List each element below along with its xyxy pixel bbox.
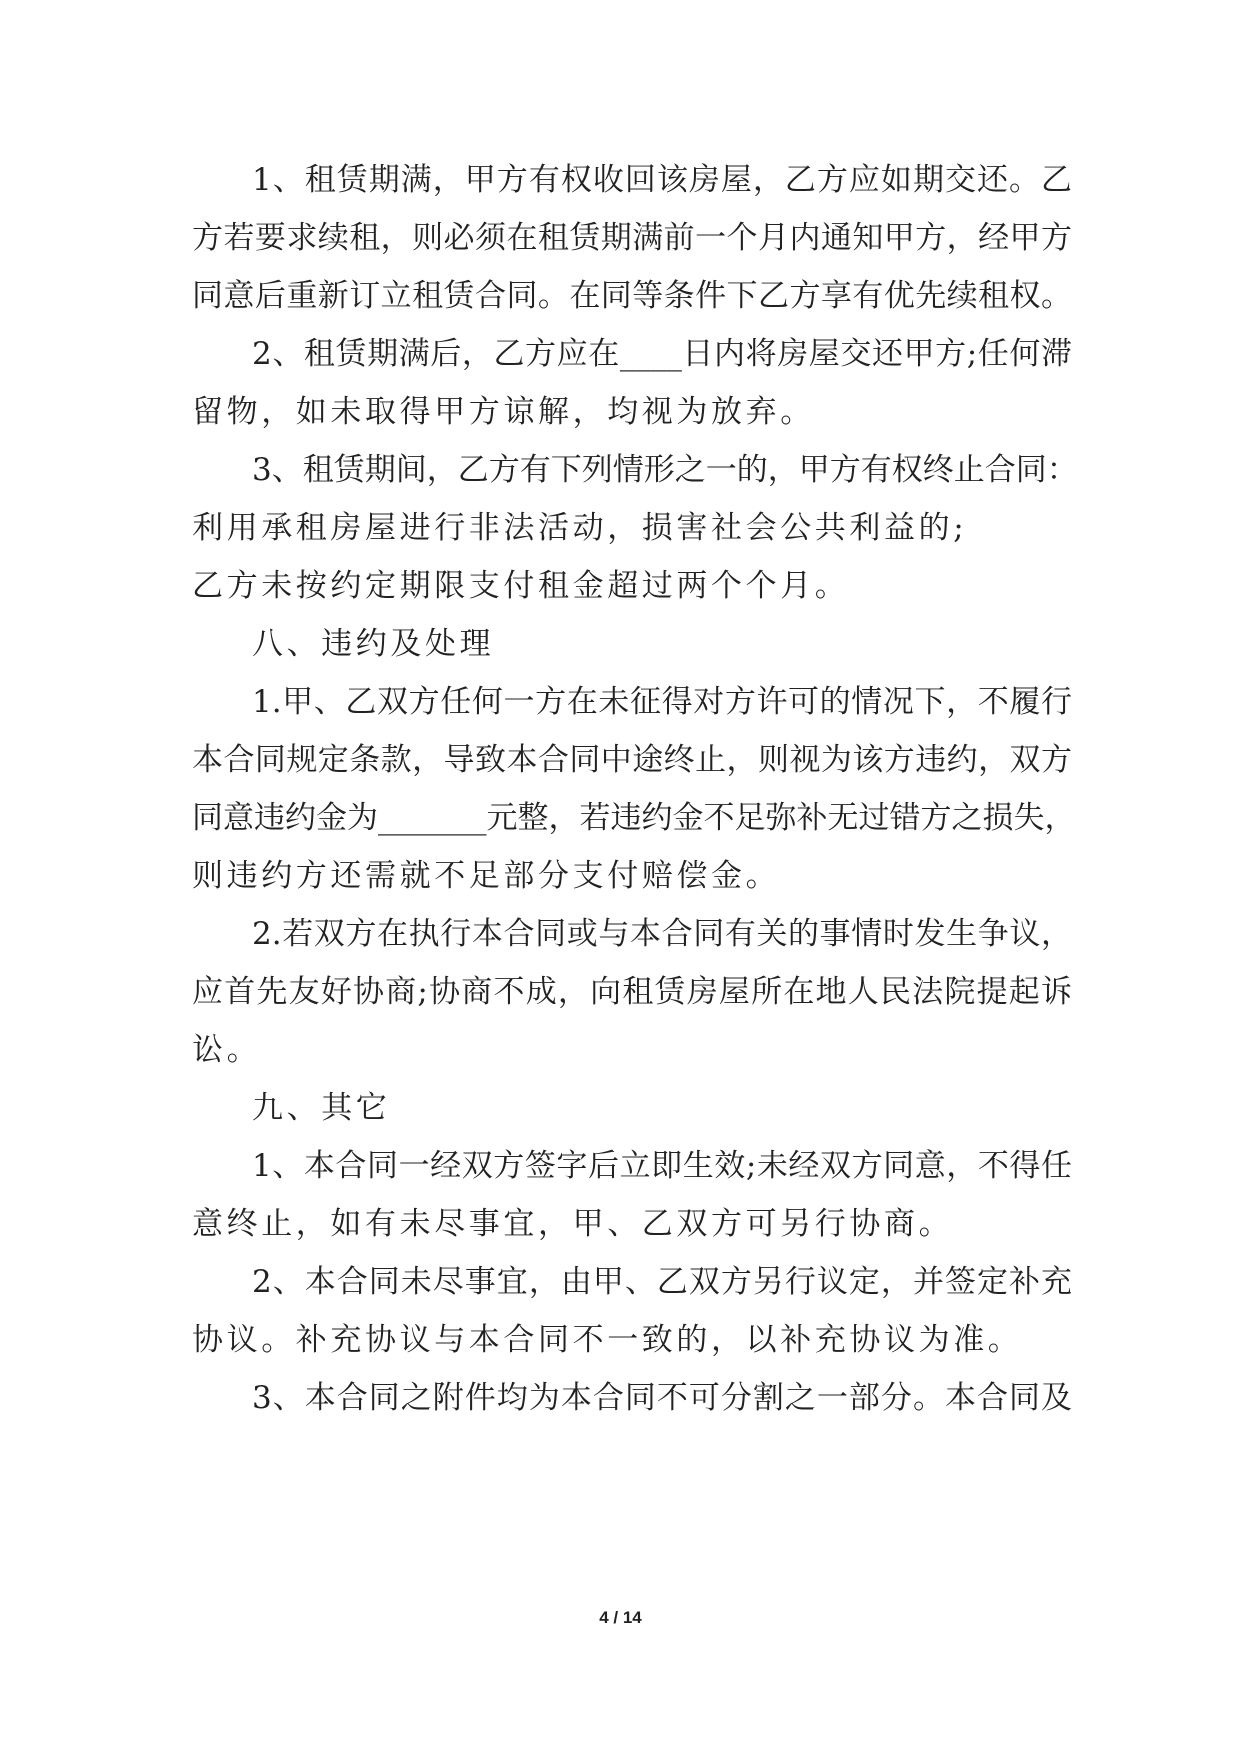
paragraph-line: 乙方未按约定期限支付租金超过两个个月。 xyxy=(192,568,850,604)
paragraph-line: 意终止，如有未尽事宜，甲、乙双方可另行协商。 xyxy=(192,1206,954,1242)
paragraph-line: 2.若双方在执行本合同或与本合同有关的事情时发生争议， xyxy=(252,916,1072,952)
paragraph-line: 利用承租房屋进行非法活动，损害社会公共利益的; xyxy=(192,510,968,546)
paragraph-line: 本合同规定条款，导致本合同中途终止，则视为该方违约，双方 xyxy=(192,742,1072,778)
paragraph-line: 2、本合同未尽事宜，由甲、乙双方另行议定，并签定补充 xyxy=(252,1264,1072,1300)
paragraph-line: 则违约方还需就不足部分支付赔偿金。 xyxy=(192,858,781,894)
paragraph-line: 1、本合同一经双方签字后立即生效;未经双方同意，不得任 xyxy=(252,1148,1072,1184)
paragraph-line: 1、租赁期满，甲方有权收回该房屋，乙方应如期交还。乙 xyxy=(252,162,1072,198)
paragraph-line: 2、租赁期满后，乙方应在____日内将房屋交还甲方;任何滞 xyxy=(252,336,1072,372)
paragraph-line: 留物，如未取得甲方谅解，均视为放弃。 xyxy=(192,394,815,430)
paragraph-line: 3、租赁期间，乙方有下列情形之一的，甲方有权终止合同： xyxy=(252,452,1078,488)
page-number: 4 / 14 xyxy=(599,1608,642,1627)
paragraph-line: 同意后重新订立租赁合同。在同等条件下乙方享有优先续租权。 xyxy=(192,278,1072,314)
section-heading: 九、其它 xyxy=(252,1090,391,1126)
paragraph-line: 同意违约金为_______元整，若违约金不足弥补无过错方之损失， xyxy=(192,800,1076,836)
paragraph-line: 应首先友好协商;协商不成，向租赁房屋所在地人民法院提起诉 xyxy=(192,974,1072,1010)
paragraph-line: 3、本合同之附件均为本合同不可分割之一部分。本合同及 xyxy=(252,1380,1072,1416)
paragraph-line: 1.甲、乙双方任何一方在未征得对方许可的情况下，不履行 xyxy=(252,684,1072,720)
paragraph-line: 协议。补充协议与本合同不一致的，以补充协议为准。 xyxy=(192,1322,1023,1358)
paragraph-line: 方若要求续租，则必须在租赁期满前一个月内通知甲方，经甲方 xyxy=(192,220,1072,256)
paragraph-line: 讼。 xyxy=(192,1032,262,1068)
section-heading: 八、违约及处理 xyxy=(252,626,495,662)
